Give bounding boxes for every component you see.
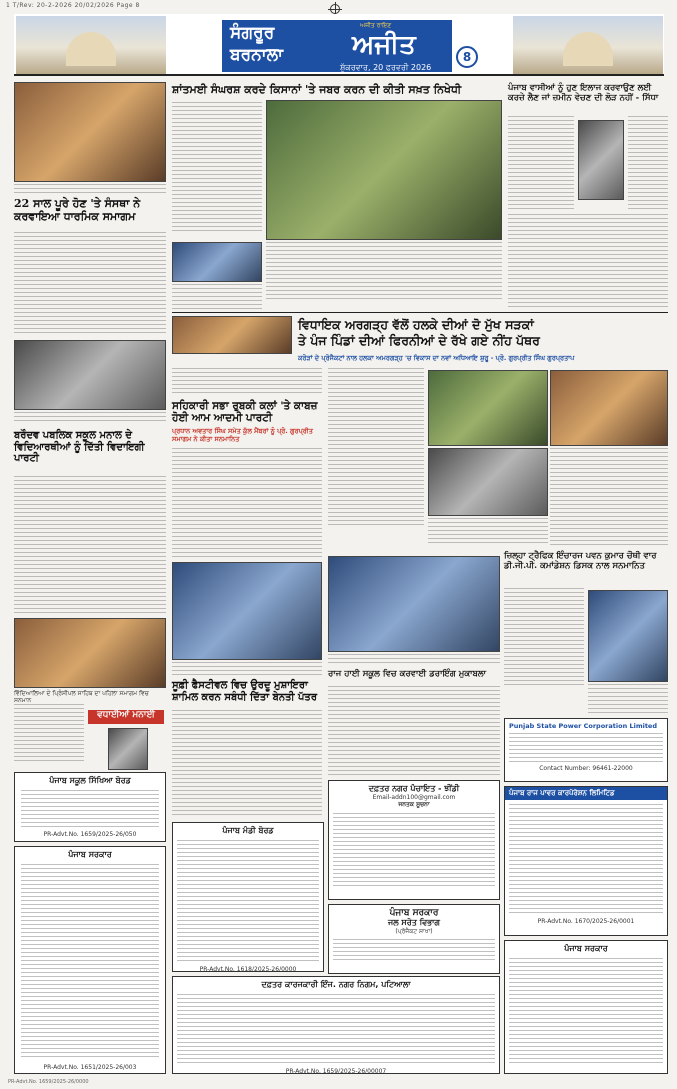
ad-jal-sub: (ਪ੍ਰੋਜੈਕਟ ਸਾਖਾ) bbox=[395, 928, 433, 935]
ad-jal-title: ਜਲ ਸਰੋਤ ਵਿਭਾਗ bbox=[388, 918, 440, 927]
top-main-body bbox=[172, 102, 262, 234]
photo-foundation-stone bbox=[428, 370, 548, 446]
ad-mandi-board bbox=[172, 822, 324, 972]
ad-patiala-ref: PR-Advt.No. 1659/2025-26/00007 bbox=[285, 1068, 387, 1075]
ad-jal-body bbox=[333, 939, 495, 963]
right-story-2-body-2 bbox=[588, 684, 668, 714]
ad-patiala-title: ਦਫ਼ਤਰ ਕਾਰਜਕਾਰੀ ਇੰਜ. ਨਗਰ ਨਿਗਮ, ਪਟਿਆਲਾ bbox=[261, 980, 411, 989]
right-story-2-headline: ਜ਼ਿਲ੍ਹਾ ਟ੍ਰੈਫਿਕ ਇੰਚਾਰਜ ਪਵਨ ਕੁਮਾਰ ਚੌਥੀ ਵਾਰ ਡੀ.ਜੀ.ਪੀ. ਕਮਾਂਡੇਸ਼ਨ ਡਿਸਕ ਨਾਲ ਸਨਮਾਨਿਤ bbox=[504, 551, 657, 571]
footer-ref: PR-Advt.No. 1659/2025-26/0000 bbox=[8, 1079, 89, 1085]
ad-pspcl-tender bbox=[504, 786, 668, 936]
photo-village-event bbox=[550, 370, 668, 446]
photo-meeting bbox=[172, 242, 262, 282]
center-story-3-body bbox=[328, 686, 500, 776]
photo-farewell bbox=[14, 618, 166, 688]
photo-religious-event bbox=[14, 82, 166, 182]
ad-table-title: ਪੰਜਾਬ ਸਰਕਾਰ bbox=[564, 944, 608, 953]
right-top-body-2 bbox=[628, 116, 668, 210]
mid-banner-line2: ਤੇ ਪੰਜ ਪਿੰਡਾਂ ਦੀਆਂ ਫਿਰਨੀਆਂ ਦੇ ਰੱਖੇ ਗਏ ਨੀਂਹ ਪੱਥਰ bbox=[298, 333, 540, 348]
newspaper-name: ਅਜੀਤ bbox=[352, 30, 416, 60]
center-story-1-sub: ਪ੍ਰਧਾਨ ਅਵਤਾਰ ਸਿੰਘ ਸਮੇਤ ਕੁੱਲ ਮੈਂਬਰਾਂ ਨੂੰ ਪ੍ਰੋ. ਗੁਰਪ੍ਰੀਤ ਸਮਾਗਮ ਨੇ ਕੀਤਾ ਸਨਮਾਨਿਤ bbox=[172, 427, 313, 443]
left-story-3-body bbox=[14, 704, 84, 764]
ad-patiala bbox=[172, 976, 500, 1074]
mla-story-body-3 bbox=[428, 518, 548, 546]
ad-nagar-panchayat bbox=[328, 780, 500, 900]
brand-tagline: ਅਜੀਤ ਰਾਇਣ bbox=[360, 22, 392, 29]
mid-banner-subheadline: ਕਰੋੜਾਂ ਦੇ ਪ੍ਰੋਜੈਕਟਾਂ ਨਾਲ ਹਲਕਾ ਅਮਰਗੜ੍ਹ 'ਚ ਵਿਕਾਸ ਦਾ ਨਵਾਂ ਅਧਿਆਇ ਸ਼ੁਰੂ - ਪ੍ਰੋ. ਗੁਰਪ੍ਰੀਤ ਸਿੰਘ ਗੁਰਪ੍ਰਤਾਪ bbox=[298, 354, 575, 362]
ad-pspcl-contact: Contact Number: 96461-22000 bbox=[539, 765, 633, 772]
left-story-1-body bbox=[14, 232, 166, 336]
ad-table-body bbox=[509, 958, 663, 1066]
ad-jal-govt: ਪੰਜਾਬ ਸਰਕਾਰ bbox=[389, 908, 439, 918]
ad-pspcl-tender-body bbox=[509, 804, 663, 914]
birthday-tag: ਵਧਾਈਆਂ ਮਨਾਈ bbox=[88, 710, 164, 724]
mid-banner-line1: ਵਿਧਾਇਕ ਅਰਗੜ੍ਹ ਵੱਲੋਂ ਹਲਕੇ ਦੀਆਂ ਦੋ ਮੁੱਖ ਸੜਕਾਂ bbox=[298, 317, 534, 332]
print-slug: 1 T/Rev: 20-2-2026 20/02/2026 Page 8 bbox=[6, 2, 140, 9]
ad-mandi-title: ਪੰਜਾਬ ਮੰਡੀ ਬੋਰਡ bbox=[222, 826, 274, 835]
ad-psseb-ref: PR-Advt.No. 1659/2025-26/050 bbox=[43, 831, 137, 838]
ad-govt-title: ਪੰਜਾਬ ਸਰਕਾਰ bbox=[68, 850, 112, 859]
left-story-2-body bbox=[14, 476, 166, 616]
ad-left-tender bbox=[14, 846, 166, 1074]
ad-nagar-sub: ਜਨਤਕ ਸੂਚਨਾ bbox=[398, 801, 430, 808]
photo-gathering bbox=[428, 448, 548, 516]
center-story-3-headline: ਰਾਜ ਹਾਈ ਸਕੂਲ ਵਿਚ ਕਰਵਾਈ ਡਰਾਇੰਗ ਮੁਕਾਬਲਾ bbox=[328, 669, 487, 679]
photo-farmers-protest bbox=[266, 100, 502, 240]
top-main-body-2 bbox=[266, 242, 502, 302]
ad-nagar-body bbox=[333, 813, 495, 887]
center-body-1 bbox=[172, 368, 322, 396]
center-story-2-body bbox=[172, 710, 322, 818]
mla-story-body bbox=[328, 368, 424, 528]
photo-caption bbox=[14, 184, 166, 194]
left-story-2-headline: ਬਰੌਦਵ ਪਬਲਿਕ ਸਕੂਲ ਮਨਾਲ ਦੇ ਵਿਦਿਆਰਥੀਆਂ ਨੂੰ ਦਿੱਤੀ ਵਿਦਾਇਗੀ ਪਾਰਟੀ bbox=[14, 430, 145, 464]
right-top-body bbox=[508, 116, 574, 210]
center-story-2-headline: ਸੂਫ਼ੀ ਫੈਸਟੀਵਲ ਵਿਚ ਉਰਦੂ ਮੁਸ਼ਾਇਰਾ ਸ਼ਾਮਿਲ ਕਰਨ ਸਬੰਧੀ ਦਿੱਤਾ ਬੇਨਤੀ ਪੱਤਰ bbox=[172, 680, 318, 703]
edition-date: ਸ਼ੁੱਕਰਵਾਰ, 20 ਫਰਵਰੀ 2026 bbox=[340, 63, 432, 72]
right-story-2-body bbox=[504, 588, 584, 688]
city-line-2: ਬਰਨਾਲਾ bbox=[230, 45, 283, 65]
top-main-body-3 bbox=[172, 284, 262, 310]
registration-mark-icon bbox=[330, 4, 340, 14]
ad-pspcl-body bbox=[509, 733, 663, 763]
ad-pspcl-title: Punjab State Power Corporation Limited bbox=[509, 722, 657, 730]
photo-caption bbox=[328, 654, 500, 666]
ad-patiala-body bbox=[177, 994, 495, 1064]
right-top-body-3 bbox=[508, 214, 668, 310]
ad-pspcl-ref: PR-Advt.No. 1670/2025-26/0001 bbox=[537, 918, 635, 925]
ad-nagar-title: ਦਫ਼ਤਰ ਨਗਰ ਪੰਚਾਇਤ - ਝੀਂਡੀ bbox=[368, 784, 460, 793]
ad-mandi-body bbox=[177, 840, 319, 962]
ad-psseb bbox=[14, 772, 166, 842]
photo-portrait bbox=[108, 728, 148, 770]
center-story-1-body bbox=[172, 448, 322, 560]
ad-left-ref: PR-Advt.No. 1651/2025-26/003 bbox=[43, 1064, 137, 1071]
ad-psseb-body bbox=[21, 790, 159, 828]
page-number: 8 bbox=[456, 46, 478, 68]
photo-traffic-incharge bbox=[588, 590, 668, 682]
divider bbox=[172, 312, 668, 313]
city-line-1: ਸੰਗਰੂਰ bbox=[230, 23, 275, 43]
ad-pspcl-title-pa: ਪੰਜਾਬ ਰਾਜ ਪਾਵਰ ਕਾਰਪੋਰੇਸ਼ਨ ਲਿਮਿਟਿਡ bbox=[505, 787, 667, 800]
center-story-1-headline: ਸਹਿਕਾਰੀ ਸਭਾ ਰੁਬਕੀ ਕਲਾਂ 'ਤੇ ਕਾਬਜ਼ ਹੋਈ ਆਮ ਆਦਮੀ ਪਾਰਟੀ bbox=[172, 400, 318, 425]
photo-caption bbox=[172, 662, 322, 676]
ad-psseb-title: ਪੰਜਾਬ ਸਕੂਲ ਸਿੱਖਿਆ ਬੋਰਡ bbox=[49, 776, 131, 785]
mla-story-body-2 bbox=[550, 448, 668, 548]
right-top-headline: ਪੰਜਾਬ ਵਾਸੀਆਂ ਨੂੰ ਹੁਣ ਇਲਾਜ ਕਰਵਾਉਣ ਲਈ ਕਰਜ਼ੇ ਲੈਣ ਜਾਂ ਜ਼ਮੀਨ ਵੇਚਣ ਦੀ ਲੋੜ ਨਹੀਂ - ਸਿੱਧਾ bbox=[508, 83, 659, 103]
photo-drawing-competition bbox=[328, 556, 500, 652]
photo-caption bbox=[14, 412, 166, 424]
ad-jal-sarot bbox=[328, 904, 500, 974]
photo-mla-event bbox=[172, 316, 292, 354]
photo-minister bbox=[578, 120, 624, 200]
masthead-photo-left bbox=[16, 16, 166, 74]
top-main-headline: ਸ਼ਾਂਤਮਈ ਸੰਘਰਸ਼ ਕਰਦੇ ਕਿਸਾਨਾਂ 'ਤੇ ਜਬਰ ਕਰਨ ਦੀ ਕੀਤੀ ਸਖ਼ਤ ਨਿਖੇਧੀ bbox=[172, 83, 462, 96]
photo-urdu-petition bbox=[172, 562, 322, 660]
ad-left-body bbox=[21, 864, 159, 1060]
masthead-photo-right bbox=[513, 16, 663, 74]
ad-pspcl-top bbox=[504, 718, 668, 782]
ad-nagar-email: Email-addn100@gmail.com bbox=[372, 794, 456, 801]
city-name bbox=[230, 22, 283, 66]
left-story-1-headline: 22 ਸਾਲ ਪੂਰੇ ਹੋਣ 'ਤੇ ਸੰਸਥਾ ਨੇ ਕਰਵਾਇਆ ਧਾਰਮਿਕ ਸਮਾਗਮ bbox=[14, 197, 141, 223]
ad-mandi-ref: PR-Advt.No. 1618/2025-26/0000 bbox=[199, 966, 297, 973]
ad-table-tender bbox=[504, 940, 668, 1074]
photo-school-group bbox=[14, 340, 166, 410]
left-story-3-headline: ਵਿੱਦਿਆਲਿਆ ਦੇ ਪ੍ਰਿੰਸੀਪਲ ਸਾਹਿਬ ਦਾ ਪਹਿਲਾ ਸਮਾਗਮ ਵਿਚ ਸਨਮਾਨ bbox=[14, 690, 149, 705]
